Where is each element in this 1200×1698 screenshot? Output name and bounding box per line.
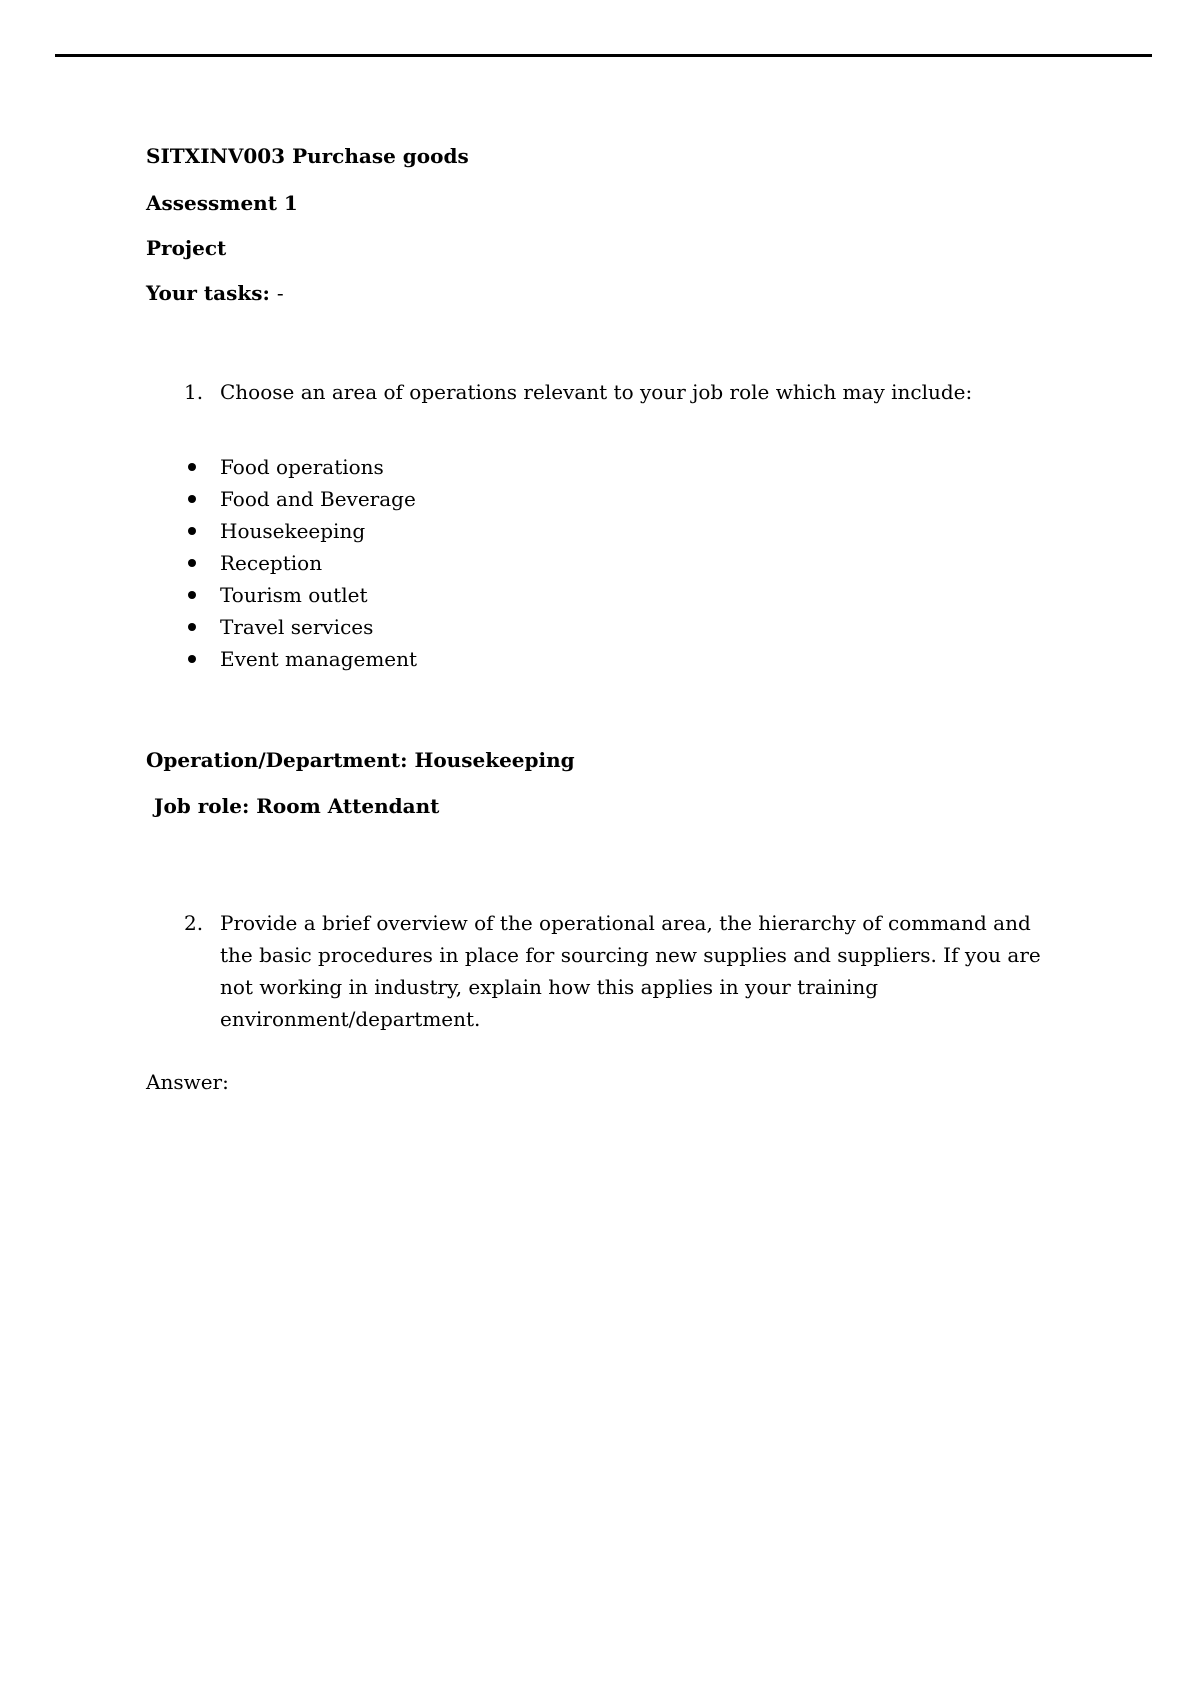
assessment-heading: Assessment 1 <box>146 191 298 215</box>
list-item: Reception <box>184 547 417 579</box>
answer-label: Answer: <box>146 1070 229 1094</box>
task-1-number: 1. <box>184 380 204 404</box>
bullet-icon <box>188 559 196 567</box>
bullet-icon <box>188 463 196 471</box>
bullet-icon <box>188 623 196 631</box>
bullet-icon <box>188 655 196 663</box>
course-title: SITXINV003 Purchase goods <box>146 144 469 168</box>
header-rule <box>55 54 1152 57</box>
job-role-line: Job role: Room Attendant <box>154 794 440 818</box>
tasks-heading <box>146 279 284 307</box>
task-2 <box>184 907 1064 1035</box>
list-item: Tourism outlet <box>184 579 417 611</box>
bullet-icon <box>188 495 196 503</box>
task-1 <box>184 376 1064 408</box>
project-heading: Project <box>146 236 227 260</box>
bullet-icon <box>188 527 196 535</box>
tasks-label: Your tasks: <box>146 281 277 305</box>
department-line: Operation/Department: Housekeeping <box>146 748 575 772</box>
list-item: Housekeeping <box>184 515 417 547</box>
tasks-suffix: - <box>276 281 284 305</box>
list-item: Event management <box>184 643 417 675</box>
task-2-text: Provide a brief overview of the operational area, the hierarchy of command and the basic procedures in place for sourcing new supplies and suppliers. If you are not working in industry, explain how this applies in your training environment/department. <box>220 911 1041 1031</box>
task-1-text: Choose an area of operations relevant to your job role which may include: <box>220 380 973 404</box>
bullet-icon <box>188 591 196 599</box>
task-2-number: 2. <box>184 911 204 935</box>
list-item: Travel services <box>184 611 417 643</box>
list-item: Food and Beverage <box>184 483 417 515</box>
operations-list <box>184 451 417 675</box>
list-item: Food operations <box>184 451 417 483</box>
